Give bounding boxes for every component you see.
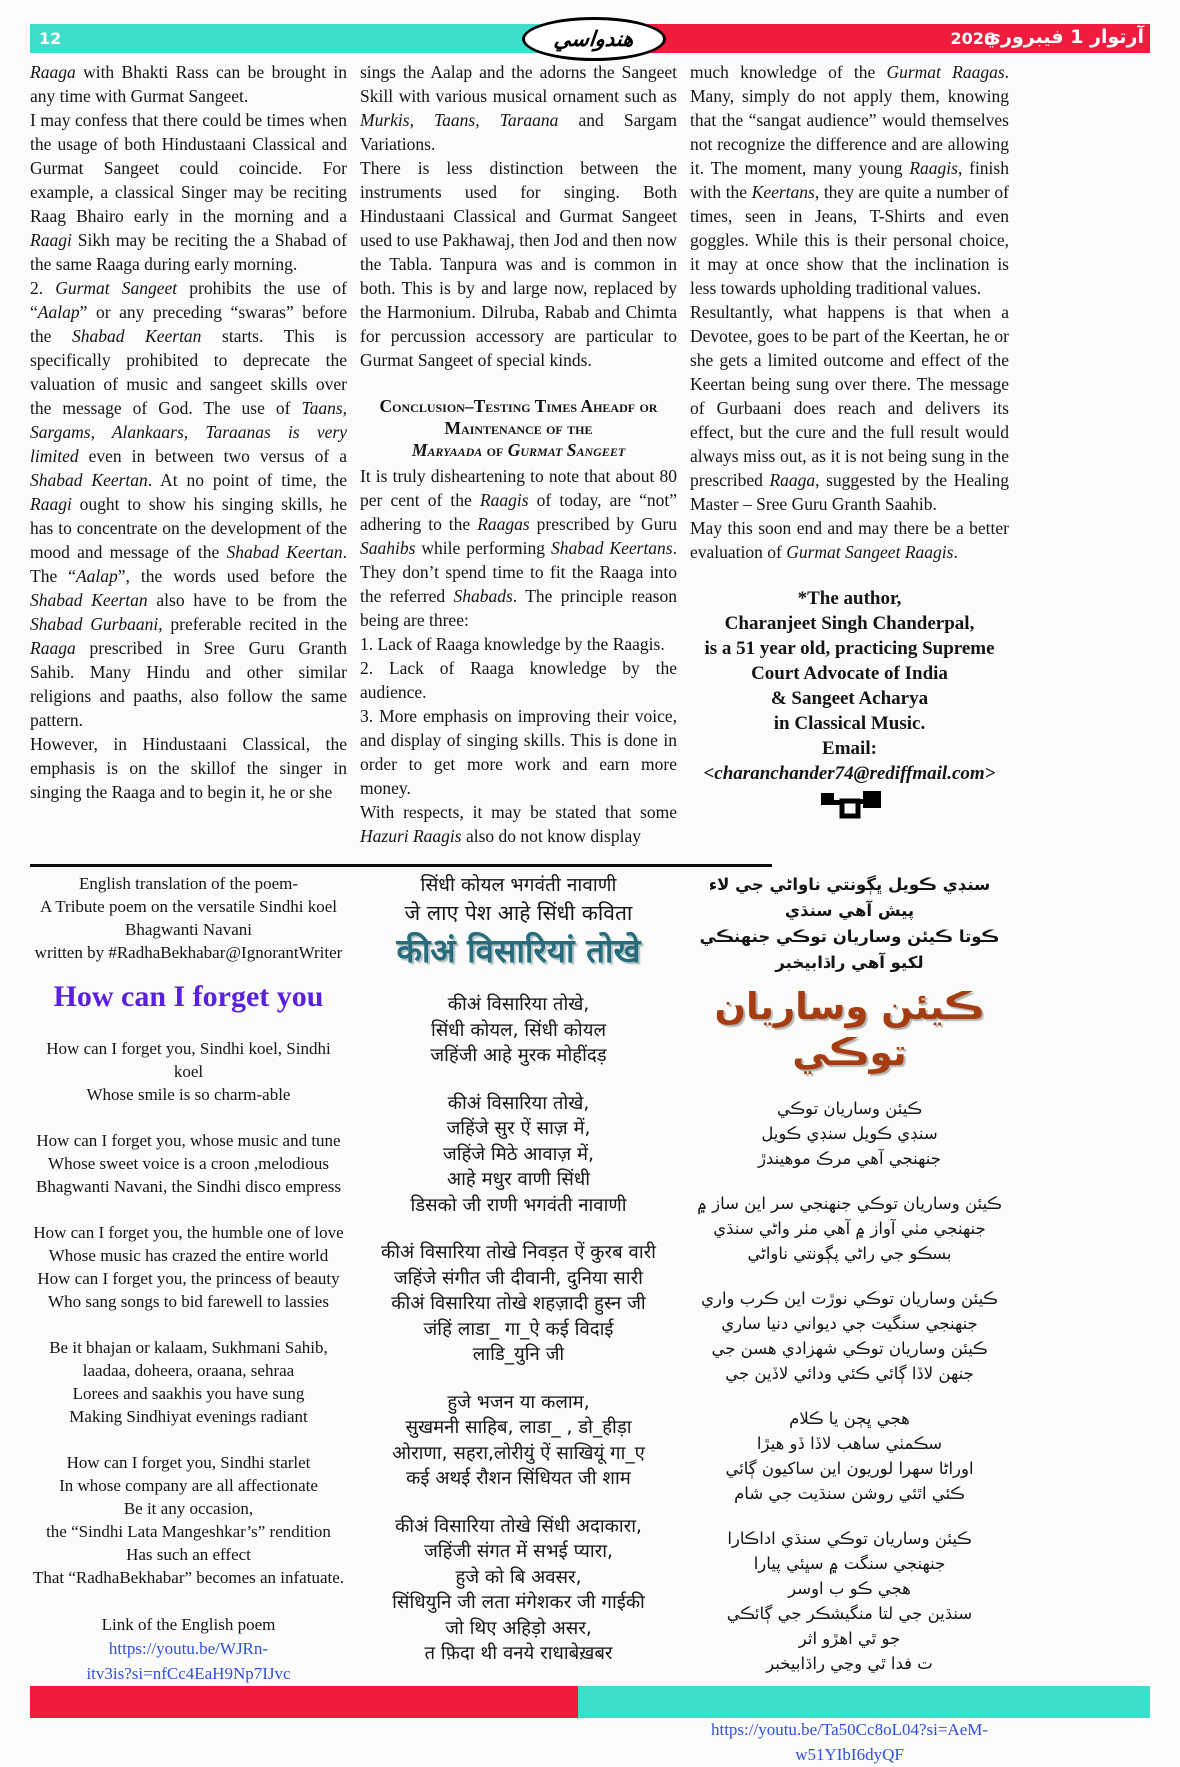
section-heading-line: Conclusion–Testing Times Aheadf or [379, 396, 658, 416]
poem-stanza: हुजे भजन या कलाम, सुखमनी साहिब, लाडा_ , डो_हीड़ा ओराणा, सहरा,लोरीयुं ऐं साखियूं गा_ए कई अथई रौशन सिंधियत जी शाम [392, 1391, 645, 1489]
poem-stanza: ڪيئن وساريان توڪي سنڊي ڪويل سنڊي ڪويل جنهنجي آهي مرڪ موهيندڙ [758, 1099, 941, 1168]
poem-intro: سنڊي ڪويل ڀڳونتي ناواڻي جي لاء پيش آهي سنڌي ڪوتا ڪيئن وساريان توڪي جنهنڪي لکيو آهي راڌابيخبر [699, 875, 1000, 972]
poem-stanza: How can I forget you, the humble one of love Whose music has crazed the entire world How can I forget you, the princess of beauty Who sang songs to bid farewell to lassies [33, 1223, 344, 1311]
issue-year: 2026 [950, 29, 995, 48]
masthead-logo [522, 17, 666, 61]
page-number: 12 [39, 29, 62, 48]
sindhi-poem-title: ڪيئن وساريان توڪي [714, 985, 985, 1074]
section-heading-line: Maryaada of Gurmat Sangeet [411, 440, 626, 460]
article-paragraph: 2. Lack of Raaga knowledge by the audience. [360, 658, 677, 702]
poem-stanza: هجي ڀڄن يا ڪلام سڪمٺي ساهب لاڏا ڏو هيڙا اوراڻا سهرا لوريون اين ساکيون ڳائي ڪئي اٿئي روشن سنڌيت جي شام [725, 1409, 974, 1503]
article-paragraph: May this soon end and may there be a better evaluation of Gurmat Sangeet Raagis. [690, 518, 1009, 562]
poem-intro-line: जे लाए पेश आहे सिंधी कविता [404, 901, 633, 925]
article-paragraph: Resultantly, what happens is that when a Devotee, goes to be part of the Keertan, he or she gets a limited outcome and effect of the Keertan being sung over there. The message of Gurbaani does reach and delivers its effect, but the cure and the full result would always miss out, as it is not being sung in the prescribed Raaga, suggested by the Healing Master – Sree Guru Granth Saahib. [690, 302, 1009, 514]
poem-intro-line: सिंधी कोयल भगवंती नावाणी [420, 874, 617, 896]
poem-stanza: कीअं विसारिया तोखे, सिंधी कोयल, सिंधी कोयल जहिंजी आहे मुरक मोहींदड़ [430, 994, 607, 1066]
author-email: <charanchander74@rediffmail.com> [703, 763, 996, 784]
poem-stanza: कीअं विसारिया तोखे निवड़त ऐं कुरब वारी जहिंजे संगीत जी दीवानी, दुनिया सारी कीअं विसारिया तोखे शहज़ादी हुस्न जी जंहिं लाडा_ गा_ऐ कई विदाई लाडि_युनि जी [381, 1242, 656, 1365]
article-paragraph: 2. Gurmat Sangeet prohibits the use of “Aalap” or any preceding “swaras” before the Shabad Keertan starts. This is specifically prohibited to deprecate the valuation of music and sangeet skills over the message of God. The use of Taans, Sargams, Alankaars, Taraanas is very limited even in between two versus of a Shabad Keertan. At no point of time, the Raagi ought to show his singing skills, he has to concentrate on the development of the mood and message of the Shabad Keertan. The “Aalap”, the words used before the Shabad Keertan also have to be from the Shabad Gurbaani, preferable recited in the Raaga prescribed in Sree Guru Granth Sahib. Many Hindu and other similar religions and paaths, also follow the same pattern. [30, 278, 348, 730]
sindhi-poem-link[interactable]: https://youtu.be/Ta50Cc8oL04?si=AeM- w51YIbI6dyQF [710, 1720, 989, 1764]
english-poem-section [30, 872, 347, 1686]
english-poem-link[interactable]: https://youtu.be/WJRn- itv3is?si=nfCc4EaH9Np7IJvc [86, 1639, 291, 1683]
article-column-1 [30, 60, 347, 804]
footer-right-segment [578, 1686, 1150, 1718]
issue-date: آرتوار 1 فيبروري [983, 26, 1144, 48]
footer-left-segment [30, 1686, 578, 1718]
article-paragraph: However, in Hindustaani Classical, the emphasis is on the skillof the singer in singing the Raaga and to begin it, he or she [30, 734, 347, 802]
poem-stanza: कीअं विसारिया तोखे, जहिंजे सुर ऐं साज़ में, जहिंजे मिठे आवाज़ में, आहे मधुर वाणी सिंधी डिसको जी राणी भगवंती नावाणी [410, 1092, 627, 1216]
poem-stanza: How can I forget you, Sindhi koel, Sindhi koel Whose smile is so charm-able [46, 1039, 331, 1104]
poem-stanza: ڪيئن وساريان توڪي جنهنجي سر اين ساز ۾ جنهنجي مٺي آواز ۾ آهي مٺر واڻي سنڌي بسڪو جي راڻي پڳونتي ناواڻي [697, 1194, 1002, 1263]
poem-stanza: Be it bhajan or kalaam, Sukhmani Sahib, laadaa, doheera, oraana, sehraa Lorees and saakhis you have sung Making Sindhiyat evenings radiant [49, 1338, 328, 1426]
header-bar [30, 24, 1150, 53]
article-paragraph: With respects, it may be stated that some Hazuri Raagis also do not know display [360, 802, 677, 846]
author-byline-lines: *The author, Charanjeet Singh Chanderpal, is a 51 year old, practicing Supreme Court Advocate of India & Sangeet Acharya in Classical Music. Email: [704, 588, 995, 759]
hindi-poem-title: कीअं विसारियां तोखे [396, 931, 641, 970]
poem-stanza: कीअं विसारिया तोखे सिंधी अदाकारा, जहिंजी संगत में सभई प्यारा, हुजे को बि अवसर, सिंधियुनि जी लता मंगेशकर जी गाईकी जो थिए अहिड़ो असर, त फ़िदा थी वनये राधाबेख़बर [392, 1515, 645, 1664]
article-paragraph: much knowledge of the Gurmat Raagas. Many, simply do not apply them, knowing that the “sangat audience” would themselves not recognize the difference and are allowing it. The moment, many young Raagis, finish with the Keertans, they are quite a number of times, seen in Jeans, T-Shirts and even goggles. While this is their personal choice, it may at once show that the inclination is less towards upholding traditional values. [690, 62, 1010, 298]
article-paragraph: 1. Lack of Raaga knowledge by the Raagis. [360, 634, 665, 654]
article-paragraph: There is less distinction between the instruments used for singing. Both Hindustaani Classical and Gurmat Sangeet used to use Pakhawaj, then Jod and then now the Tabla. Tanpura was and is common in both. This is by and large now, replaced by the Harmonium. Dilruba, Rabab and Chimta for percussion accessory are particular to Gurmat Sangeet of special kinds. [360, 158, 677, 370]
footer-bar [30, 1686, 1150, 1718]
section-heading-line: Maintenance of the [444, 418, 593, 438]
section-divider [30, 864, 772, 867]
sindhi-poem-section [690, 872, 1009, 1767]
section-heading [360, 395, 677, 461]
article-paragraph: I may confess that there could be times when the usage of both Hindustaani Classical and Gurmat Sangeet could coincide. For example, a classical Singer may be reciting Raag Bhairo early in the morning and a Raagi Sikh may be reciting the a Shabad of the same Raaga during early morning. [30, 110, 347, 274]
poem-stanza: How can I forget you, Sindhi starlet In whose company are all affectionate Be it any occasion, the “Sindhi Lata Mangeshkar’s” rendition Has such an effect That “RadhaBekhabar” becomes an infatuate. [32, 1453, 345, 1587]
masthead-title: هندواسي [552, 27, 636, 51]
poem-stanza: ڪيئن وساريان توڪي سنڌي اداڪارا جنهنجي سنگت ۾ سڀئي پيارا هجي ڪو ب اوسر سنڌين جي لتا منگيشڪر جي ڳائڪي جو ٿي اهڙو اثر ت فدا ٿي وڃي راڌابيخبر [726, 1529, 973, 1673]
poem-intro: English translation of the poem- A Tribute poem on the versatile Sindhi koel Bhagwanti Navani written by #RadhaBekhabar@IgnorantWriter [34, 874, 343, 962]
english-poem-title: How can I forget you [53, 980, 324, 1013]
author-byline [690, 586, 1009, 786]
poem-stanza: How can I forget you, whose music and tune Whose sweet voice is a croon ,melodious Bhagwanti Navani, the Sindhi disco empress [35, 1131, 341, 1196]
poem-link-label: Link of the English poem [101, 1615, 276, 1634]
decorative-glyph-icon [690, 791, 1009, 824]
article-paragraph: Raaga with Bhakti Rass can be brought in any time with Gurmat Sangeet. [30, 62, 347, 106]
poem-stanza: ڪيئن وساريان توڪي نوڙت اين ڪرب واري جنهنجي سنگيت جي ديواني دنيا ساري ڪيئن وساريان توڪي شهزادي هسن جي جنهن لاڏا ڳائي ڪئي ودائي لاڏين جي [701, 1289, 998, 1383]
article-column-2 [360, 60, 677, 848]
article-paragraph: 3. More emphasis on improving their voice, and display of singing skills. This is done in order to get more work and earn more money. [360, 706, 677, 798]
article-paragraph: sings the Aalap and the adorns the Sangeet Skill with various musical ornament such as Murkis, Taans, Taraana and Sargam Variations. [360, 62, 677, 154]
hindi-poem-section [360, 872, 677, 1667]
article-paragraph: It is truly disheartening to note that about 80 per cent of the Raagis of today, are “not” adhering to the Raagas prescribed by Guru Saahibs while performing Shabad Keertans. They don’t spend time to fit the Raaga into the referred Shabads. The principle reason being are three: [360, 466, 677, 630]
article-column-3 [690, 60, 1009, 824]
